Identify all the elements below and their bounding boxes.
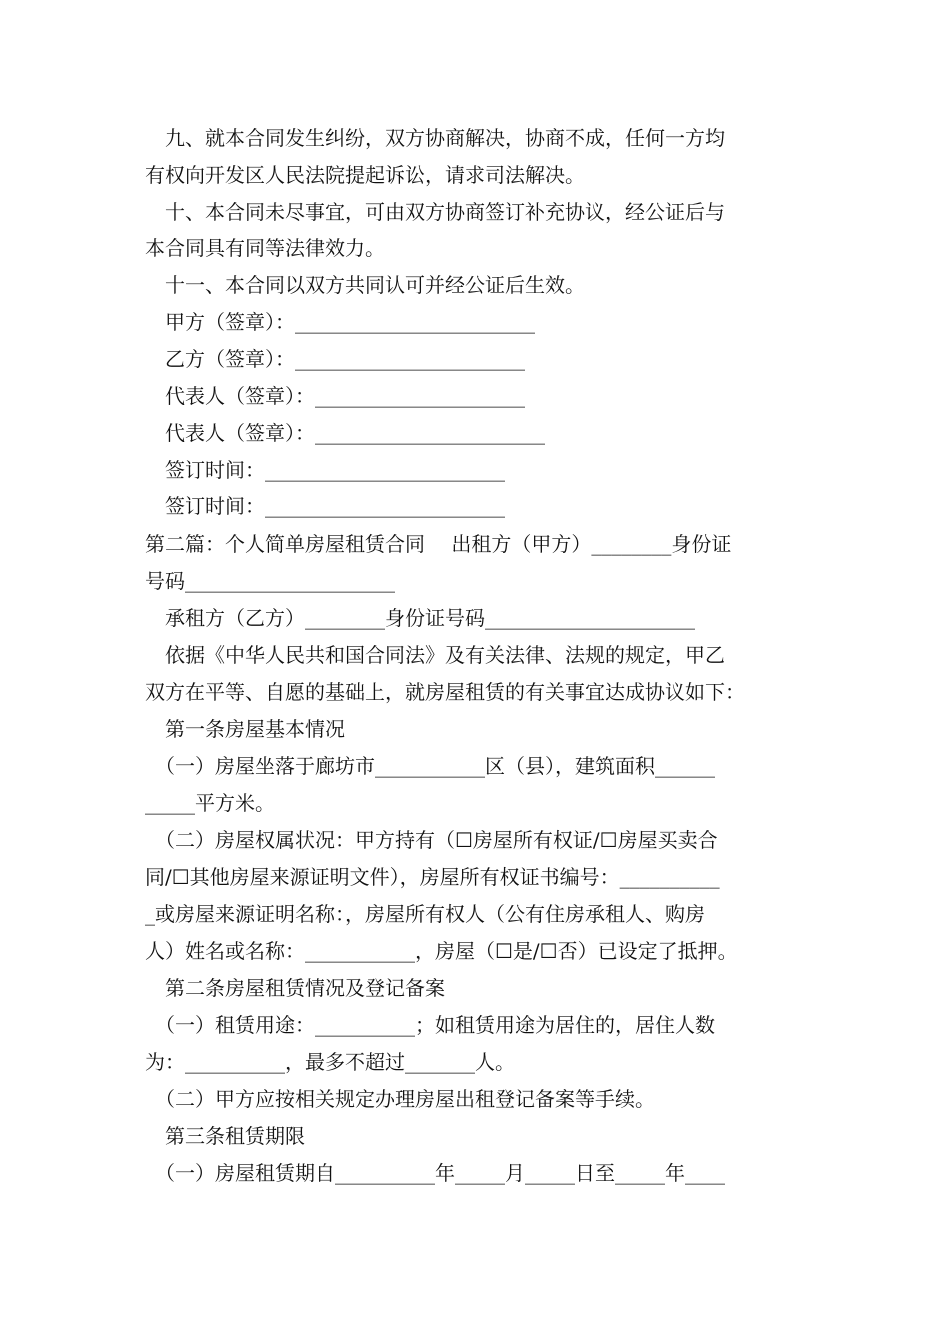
text-line: 同/☐其他房屋来源证明文件），房屋所有权证书编号：__________	[145, 865, 720, 889]
text-line: （一）房屋坐落于廊坊市___________区（县），建筑面积______	[145, 754, 715, 778]
signature-line-representative: 代表人（签章）：_______________________	[145, 421, 545, 445]
signature-line-party-a: 甲方（签章）：________________________	[145, 310, 535, 334]
signature-line-party-b: 乙方（签章）：_______________________	[145, 347, 525, 371]
signature-line-representative: 代表人（签章）：_____________________	[145, 384, 525, 408]
text-line: _或房屋来源证明名称：，房屋所有权人（公有住房承租人、购房	[145, 902, 705, 926]
text-line: （二）房屋权属状况：甲方持有（☐房屋所有权证/☐房屋买卖合	[145, 828, 718, 852]
text-line: 十一、本合同以双方共同认可并经公证后生效。	[145, 273, 585, 297]
text-line: 九、就本合同发生纠纷，双方协商解决，协商不成，任何一方均	[145, 126, 725, 150]
signing-date-line: 签订时间：________________________	[145, 494, 505, 518]
article-heading: 第一条房屋基本情况	[145, 717, 345, 741]
text-line: 双方在平等、自愿的基础上，就房屋租赁的有关事宜达成协议如下：	[145, 680, 745, 704]
text-line: 本合同具有同等法律效力。	[145, 236, 385, 260]
text-line: 依据《中华人民共和国合同法》及有关法律、法规的规定，甲乙	[145, 643, 725, 667]
text-line: （一）租赁用途：__________；如租赁用途为居住的，居住人数	[145, 1013, 715, 1037]
text-line: 承租方（乙方）________身份证号码_____________________	[145, 606, 695, 630]
article-heading: 第二条房屋租赁情况及登记备案	[145, 976, 445, 1000]
text-line: （一）房屋租赁期自__________年_____月_____日至_____年____	[145, 1161, 725, 1185]
signing-date-line: 签订时间：________________________	[145, 458, 505, 482]
text-line: 号码_____________________	[145, 569, 395, 593]
text-line: （二）甲方应按相关规定办理房屋出租登记备案等手续。	[145, 1087, 655, 1111]
text-line: 十、本合同未尽事宜，可由双方协商签订补充协议，经公证后与	[145, 200, 725, 224]
text-line: _____平方米。	[145, 791, 275, 815]
text-line: 有权向开发区人民法院提起诉讼，请求司法解决。	[145, 163, 585, 187]
text-line: 为：__________，最多不超过_______人。	[145, 1050, 515, 1074]
text-line: 人）姓名或名称：___________，房屋（☐是/☐否）已设定了抵押。	[145, 939, 738, 963]
section-title-line: 第二篇：个人简单房屋租赁合同 出租方（甲方）________身份证	[145, 532, 732, 556]
article-heading: 第三条租赁期限	[145, 1124, 305, 1148]
